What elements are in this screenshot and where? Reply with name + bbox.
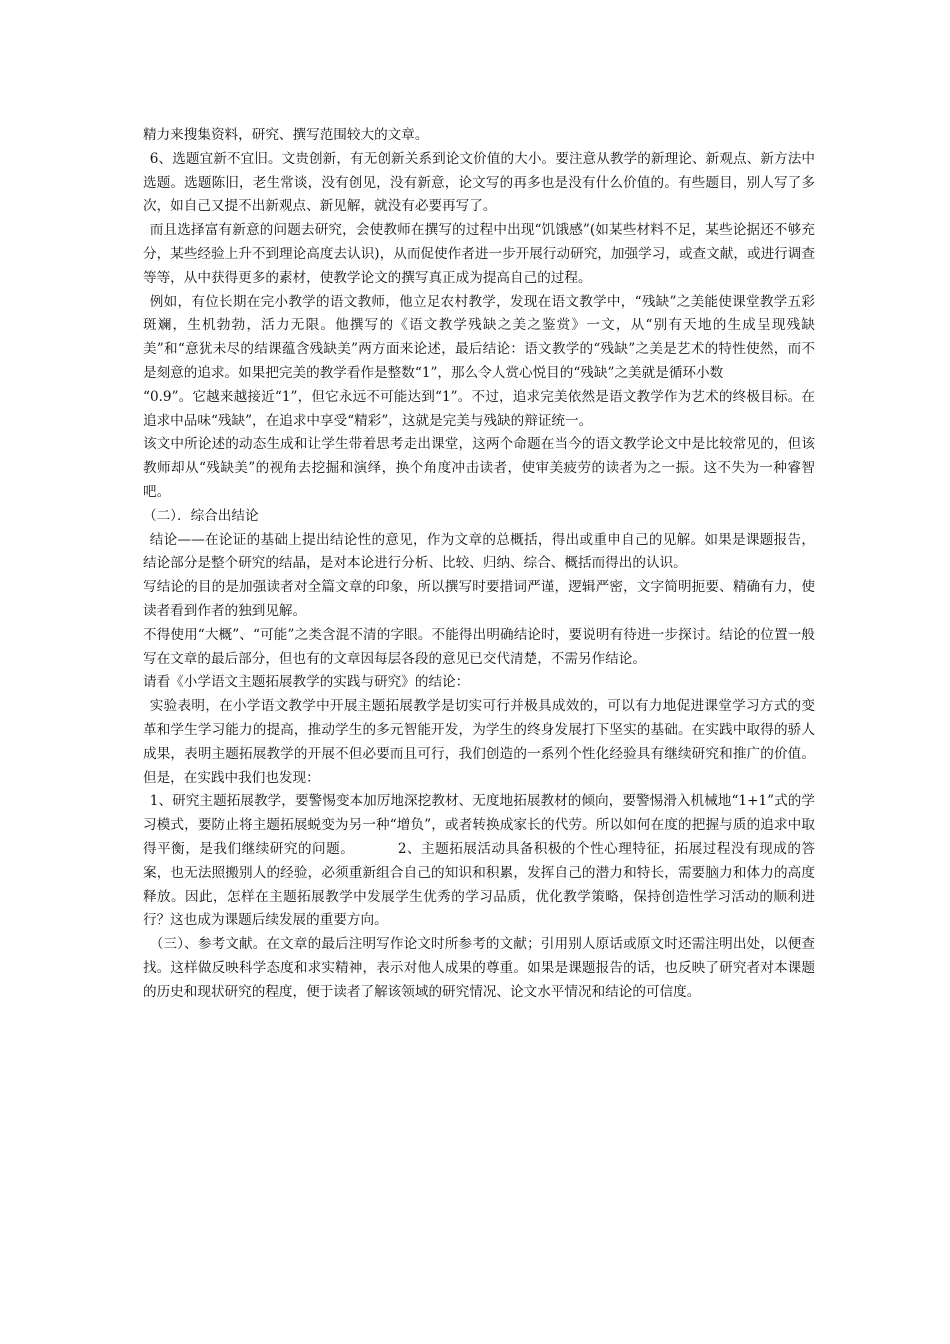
- paragraph-intro-tail: 精力来搜集资料，研究、撰写范围较大的文章。: [143, 127, 429, 143]
- paragraph-conclusion-purpose: 写结论的目的是加强读者对全篇文章的印象，所以撰写时要措词严谨，逻辑严密，文字简明扼要、精确有力，使读者看到作者的独到见解。: [143, 579, 815, 619]
- paragraph-references: （三）、参考文献。在文章的最后注明写作论文时所参考的文献；引用别人原话或原文时还需注明出处，以便查找。这样做反映科学态度和求实精神，表示对他人成果的尊重。如果是课题报告的话，也反映了研究者对本课题的历史和现状研究的程度，便于读者了解该领域的研究情况、论文水平情况和结论的可信度。: [143, 936, 815, 1000]
- paragraph-commentary: 该文中所论述的动态生成和让学生带着思考走出课堂，这两个命题在当今的语文教学论文中是比较常见的，但该教师却从“残缺美”的视角去挖掘和演绎，换个角度冲击读者，使审美疲劳的读者为之一振。这不失为一种睿智吧。: [143, 436, 815, 500]
- paragraph-conclusion-wording: 不得使用“大概”、“可能”之类含混不清的字眼。不能得出明确结论时，要说明有待进一步探讨。结论的位置一般写在文章的最后部分，但也有的文章因每层各段的意见已交代清楚，不需另作结论。: [143, 626, 815, 667]
- paragraph-findings: [143, 790, 815, 933]
- paragraph-experiment-result: 实验表明，在小学语文教学中开展主题拓展教学是切实可行并极具成效的，可以有力地促进课堂学习方式的变革和学生学习能力的提高，推动学生的多元智能开发，为学生的终身发展打下坚实的基础。在实践中取得的骄人成果，表明主题拓展教学的开展不但必要而且可行，我们创造的一系列个性化经验具有继续研究和推广的价值。但是，在实践中我们也发现：: [143, 698, 815, 786]
- paragraph-example: 例如，有位长期在完小教学的语文教师，他立足农村教学，发现在语文教学中，“残缺”之美能使课堂教学五彩斑斓，生机勃勃，活力无限。他撰写的《语文教学残缺之美之鉴赏》一文，从“别有天地的生成呈现残缺美”和“意犹未尽的结课蕴含残缺美”两方面来论述，最后结论：语文教学的“残缺”之美是艺术的特性使然，而不是刻意的追求。如果把完美的教学看作是整数“1”，那么令人赏心悦目的“残缺”之美就是循环小数: [143, 293, 815, 381]
- finding-2: 2、主题拓展活动具备积极的个性心理特征，拓展过程没有现成的答案，也无法照搬别人的经验，必须重新组合自己的知识和积累，发挥自己的潜力和特长，需要脑力和体力的高度释放。因此，怎样在主题拓展教学中发展学生优秀的学习品质，优化教学策略，保持创造性学习活动的顺利进行？这也成为课题后续发展的重要方向。: [143, 840, 815, 929]
- document-body: [143, 124, 815, 1004]
- section-heading-conclusion: （二）．综合出结论: [143, 507, 259, 524]
- paragraph-novelty: 而且选择富有新意的问题去研究，会使教师在撰写的过程中出现“饥饿感”(如某些材料不足，某些论据还不够充分，某些经验上升不到理论高度去认识)，从而促使作者进一步开展行动研究，加强学习，或查文献，或进行调查等等，从中获得更多的素材，使教学论文的撰写真正成为提高自己的过程。: [143, 222, 815, 286]
- paragraph-conclusion-definition: 结论——在论证的基础上提出结论性的意见，作为文章的总概括，得出或重申自己的见解。如果是课题报告，结论部分是整个研究的结晶，是对本论进行分析、比较、归纳、综合、概括而得出的认识。: [143, 531, 815, 572]
- finding-1: 1、研究主题拓展教学，要警惕变本加厉地深挖教材、无度地拓展教材的倾向，要警惕滑入机械地“1+1”式的学习模式，要防止将主题拓展蜕变为另一种“增负”，或者转换成家长的代劳。所以如何在度的把握与质的追求中取得平衡，是我们继续研究的问题。: [143, 793, 815, 857]
- paragraph-example-continued: “0.9”。它越来越接近“1”，但它永远不可能达到“1”。不过，追求完美依然是语文教学作为艺术的终极目标。在追求中品味“残缺”，在追求中享受“精彩”，这就是完美与残缺的辩证统一。: [143, 388, 815, 429]
- paragraph-point-6: 6、选题宜新不宜旧。文贵创新，有无创新关系到论文价值的大小。要注意从教学的新理论、新观点、新方法中选题。选题陈旧，老生常谈，没有创见，没有新意，论文写的再多也是没有什么价值的。有些题目，别人写了多次，如自己又提不出新观点、新见解，就没有必要再写了。: [143, 150, 815, 215]
- paragraph-conclusion-example-intro: 请看《小学语文主题拓展教学的实践与研究》的结论：: [143, 674, 470, 691]
